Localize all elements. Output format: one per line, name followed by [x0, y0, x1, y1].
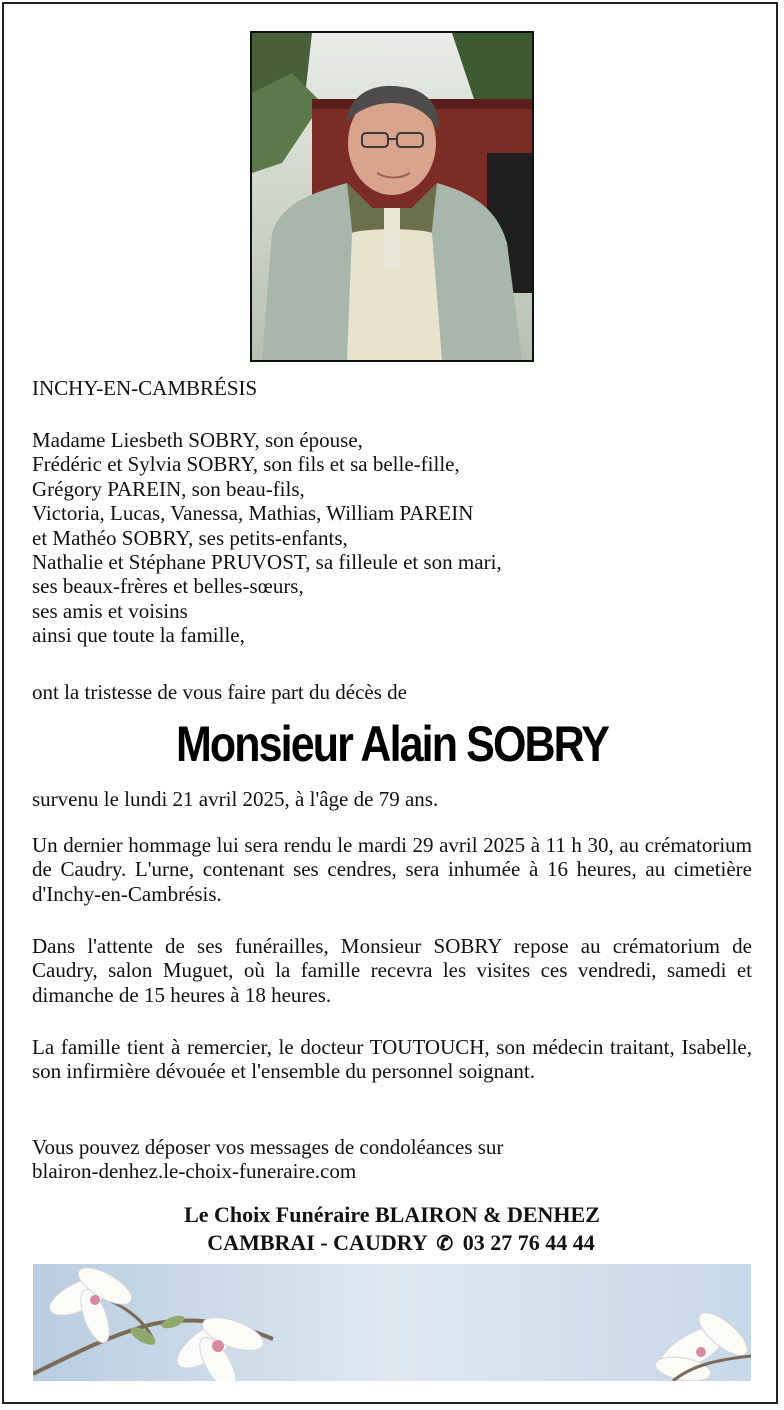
thanks-paragraph: La famille tient à remercier, le docteur TOUTOUCH, son médecin traitant, Isabelle, son infirmière dévouée et l'ensemble du personnel soignant.: [32, 1035, 752, 1084]
deceased-name: Monsieur Alain SOBRY: [175, 716, 609, 772]
family-line: ses beaux-frères et belles-sœurs,: [32, 574, 304, 599]
funeral-home-name: Le Choix Funéraire BLAIRON & DENHEZ: [184, 1202, 600, 1227]
family-line: et Mathéo SOBRY, ses petits-enfants,: [32, 525, 348, 550]
family-line: ainsi que toute la famille,: [32, 623, 245, 648]
visitation-paragraph: Dans l'attente de ses funérailles, Monsieur SOBRY repose au crématorium de Caudry, salon Muguet, où la famille recevra les visites ces vendredi, samedi et dimanche de 15 heures à 18 heures.: [32, 934, 752, 1007]
family-line: ses amis et voisins: [32, 598, 188, 623]
death-notice: survenu le lundi 21 avril 2025, à l'âge de 79 ans.: [32, 787, 439, 811]
town-heading: INCHY-EN-CAMBRÉSIS: [32, 376, 258, 400]
phone-icon: ✆: [436, 1233, 454, 1255]
family-line: Victoria, Lucas, Vanessa, Mathias, William PAREIN: [32, 501, 474, 526]
family-line: Grégory PAREIN, son beau-fils,: [32, 476, 305, 501]
funeral-home-contact: [0, 1229, 784, 1258]
funeral-home-phone[interactable]: 03 27 76 44 44: [462, 1230, 595, 1255]
funeral-home-locations: CAMBRAI - CAUDRY: [207, 1230, 427, 1255]
family-line: Madame Liesbeth SOBRY, son épouse,: [32, 428, 363, 452]
family-line: Frédéric et Sylvia SOBRY, son fils et sa belle-fille,: [32, 452, 460, 477]
magnolia-banner: [33, 1264, 751, 1381]
announcement-intro: ont la tristesse de vous faire part du décès de: [32, 680, 407, 704]
condolences-text: Vous pouvez déposer vos messages de condoléances sur: [32, 1135, 504, 1159]
condolences-block: [32, 1135, 752, 1184]
funeral-home-footer: [0, 1201, 784, 1258]
condolences-url[interactable]: blairon-denhez.le-choix-funeraire.com: [32, 1159, 357, 1184]
family-line: Nathalie et Stéphane PRUVOST, sa filleule et son mari,: [32, 550, 502, 575]
family-list: [32, 428, 752, 648]
portrait-photo: [250, 31, 534, 362]
ceremony-paragraph: Un dernier hommage lui sera rendu le mardi 29 avril 2025 à 11 h 30, au crématorium de Caudry. L'urne, contenant ses cendres, sera inhumée à 16 heures, au cimetière d'Inchy-en-Cambrésis.: [32, 833, 752, 906]
